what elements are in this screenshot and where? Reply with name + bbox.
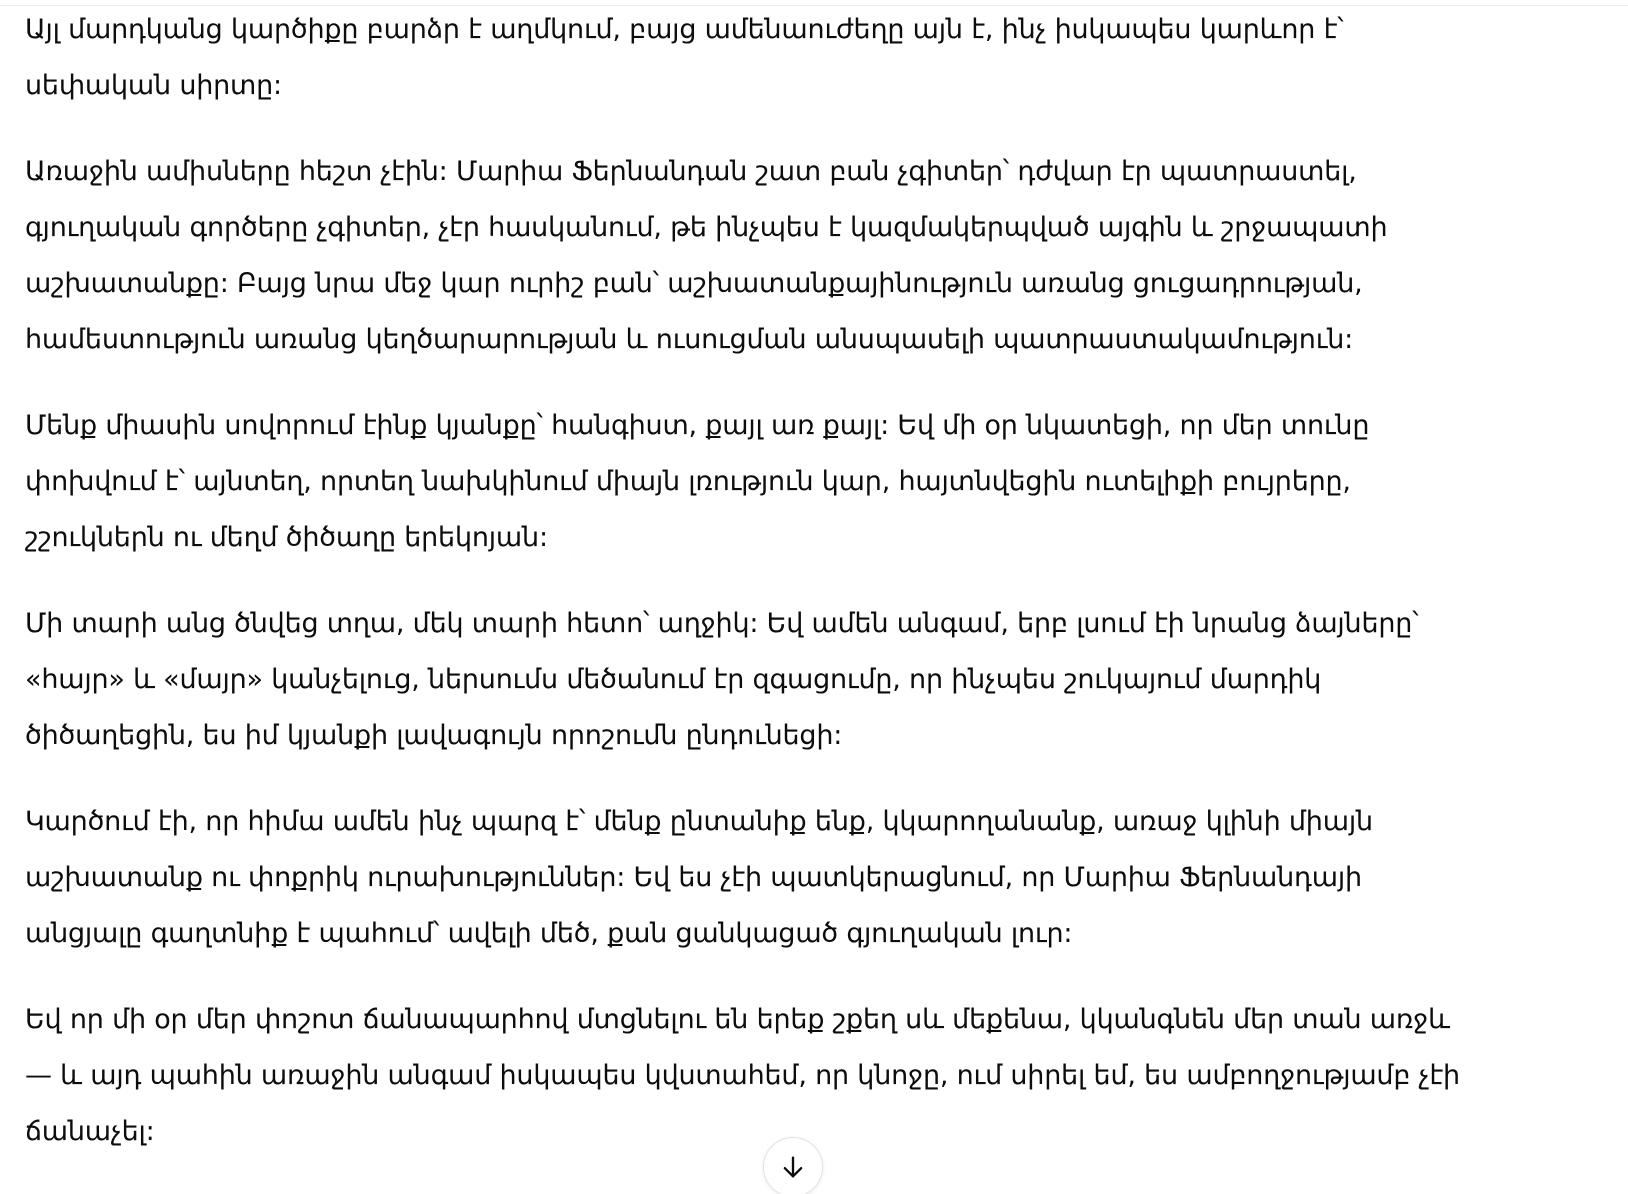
message-paragraph: Մի տարի անց ծնվեց տղա, մեկ տարի հետո՝ աղջիկ: Եվ ամեն անգամ, երբ լսում էի նրանց ձայները՝ «հայր» և «մայր» կանչելուց, ներսումս մեծանում էր զգացումը, որ ինչպես շուկայում մարդիկ ծիծաղեցին, ես իմ կյանքի լավագույն որոշումն ընդունեցի:: [25, 608, 1419, 751]
message-paragraph: Այլ մարդկանց կարծիքը բարձր է աղմկում, բայց ամենաուժեղը այն է, ինչ իսկապես կարևոր է՝ սեփական սիրտը:: [25, 14, 1344, 101]
message-paragraph: Մենք միասին սովորում էինք կյանքը՝ հանգիստ, քայլ առ քայլ: Եվ մի օր նկատեցի, որ մեր տունը փոխվում է՝ այնտեղ, որտեղ նախկինում միայն լռություն կար, հայտնվեցին ուտելիքի բույրերը, շշուկներն ու մեղմ ծիծաղը երեկոյան:: [25, 410, 1370, 553]
message-paragraph: Եվ որ մի օր մեր փոշոտ ճանապարհով մտցնելու են երեք շքեղ սև մեքենա, կկանգնեն մեր տան առջև — և այդ պահին առաջին անգամ իսկապես կվստահեմ, որ կնոջը, ում սիրել եմ, ես ամբողջությամբ չէի ճանաչել:: [25, 1004, 1460, 1147]
scroll-to-bottom-button[interactable]: [763, 1137, 823, 1194]
arrow-down-icon: [779, 1153, 807, 1181]
message-content: [25, 2, 1605, 1190]
message-paragraph: Առաջին ամիսները հեշտ չէին: Մարիա Ֆերնանդան շատ բան չգիտեր՝ դժվար էր պատրաստել, գյուղական գործերը չգիտեր, չէր հասկանում, թե ինչպես է կազմակերպված այգին և շրջապատի աշխատանքը: Բայց նրա մեջ կար ուրիշ բան՝ աշխատանքայինություն առանց ցուցադրության, համեստություն առանց կեղծարարության և ուսուցման անսպասելի պատրաստակամություն:: [25, 156, 1388, 355]
message-paragraph: Կարծում էի, որ հիմա ամեն ինչ պարզ է՝ մենք ընտանիք ենք, կկարողանանք, առաջ կլինի միայն աշխատանք ու փոքրիկ ուրախություններ: Եվ ես չէի պատկերացնում, որ Մարիա Ֆերնանդայի անցյալը գաղտնիք է պահում՝ ավելի մեծ, քան ցանկացած գյուղական լուր:: [25, 806, 1373, 949]
